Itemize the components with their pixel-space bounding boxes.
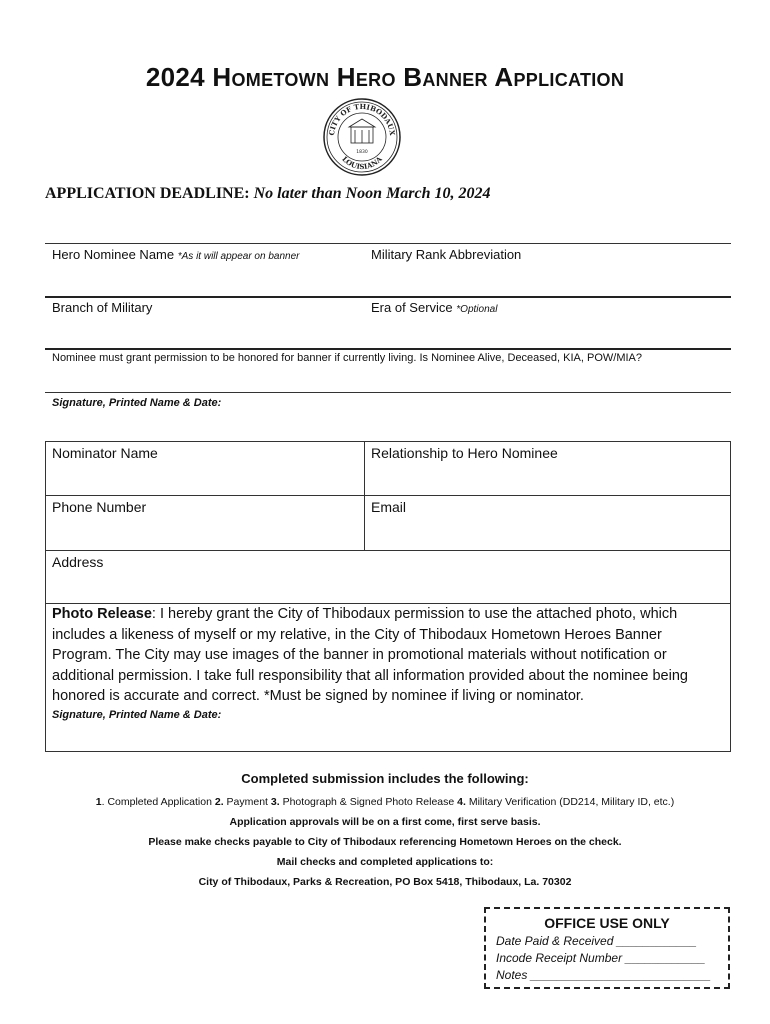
divider — [45, 495, 731, 496]
relationship-label: Relationship to Hero Nominee — [371, 445, 558, 461]
hero-nominee-name-note: *As it will appear on banner — [177, 251, 300, 262]
email-field[interactable] — [364, 497, 413, 517]
military-rank-label: Military Rank Abbreviation — [371, 247, 522, 262]
divider — [45, 243, 731, 244]
nominee-status-field[interactable]: Nominee must grant permission to be honored for banner if currently living. Is Nominee Alive, Deceased, KIA, POW/MIA? — [52, 352, 642, 364]
relationship-field[interactable] — [364, 443, 565, 463]
era-of-service-label: Era of Service — [371, 300, 453, 315]
item-text: Photograph & Signed Photo Release — [279, 796, 458, 808]
svg-text:1830: 1830 — [356, 150, 368, 155]
divider — [45, 392, 731, 393]
branch-of-military-label: Branch of Military — [52, 300, 153, 315]
office-use-heading: OFFICE USE ONLY — [544, 915, 670, 931]
receipt-number-field[interactable]: Incode Receipt Number ____________ — [496, 951, 706, 965]
military-rank-field[interactable] — [371, 247, 521, 262]
item-text: . Completed Application — [101, 796, 215, 808]
divider — [45, 296, 731, 298]
hero-nominee-name-field[interactable] — [52, 247, 299, 262]
phone-number-label: Phone Number — [52, 499, 147, 515]
approvals-note: Application approvals will be on a first come, first serve basis. — [229, 816, 541, 828]
era-of-service-field[interactable] — [371, 300, 497, 315]
city-seal-logo — [322, 97, 402, 177]
deadline-label: APPLICATION DEADLINE: — [45, 185, 250, 202]
submission-items — [0, 796, 770, 808]
submission-heading: Completed submission includes the following: — [241, 771, 529, 786]
phone-number-field[interactable] — [45, 497, 153, 517]
divider — [45, 348, 731, 350]
item-text: Payment — [223, 796, 271, 808]
branch-of-military-field[interactable] — [52, 300, 152, 315]
mailing-address: City of Thibodaux, Parks & Recreation, PO Box 5418, Thibodaux, La. 70302 — [198, 876, 572, 888]
nominator-name-field[interactable] — [45, 443, 165, 463]
photo-release-signature-field[interactable]: Signature, Printed Name & Date: — [52, 709, 222, 721]
nominee-signature-field[interactable]: Signature, Printed Name & Date: — [52, 397, 222, 409]
era-of-service-note: *Optional — [456, 304, 498, 315]
address-field[interactable] — [45, 552, 110, 572]
photo-release-text — [52, 604, 724, 707]
application-deadline — [45, 185, 491, 203]
page-title: 2024 Hometown Hero Banner Application — [145, 62, 625, 92]
email-label: Email — [371, 499, 407, 515]
divider — [45, 550, 731, 551]
office-use-box — [484, 907, 730, 989]
hero-nominee-name-label: Hero Nominee Name — [52, 247, 175, 262]
address-label: Address — [52, 554, 104, 570]
item-number: 3. — [270, 796, 280, 808]
photo-release-body: : I hereby grant the City of Thibodaux permission to use the attached photo, which includes a likeness of myself or my relative, in the City of Thibodaux Hometown Heroes Banner Program. The City may use images of the banner in promotional materials without notification or additional permission. I take full responsibility that all information provided about the nominee being honored is accurate and correct. *Must be signed by nominee if living or nominator. — [52, 606, 688, 704]
date-paid-field[interactable]: Date Paid & Received ____________ — [496, 934, 697, 948]
mail-note: Mail checks and completed applications to: — [276, 856, 494, 868]
photo-release-heading: Photo Release — [52, 606, 152, 622]
svg-text:LOUISIANA: LOUISIANA — [340, 154, 384, 172]
item-number: 4. — [457, 796, 466, 808]
notes-field[interactable]: Notes ___________________________ — [496, 968, 711, 982]
deadline-value: No later than Noon March 10, 2024 — [253, 185, 491, 202]
item-number: 2. — [214, 796, 224, 808]
nominator-name-label: Nominator Name — [52, 445, 158, 461]
checks-note: Please make checks payable to City of Thibodaux referencing Hometown Heroes on the check. — [148, 836, 622, 848]
item-number: 1 — [95, 796, 102, 808]
svg-text:CITY OF THIBODAUX: CITY OF THIBODAUX — [326, 101, 398, 137]
item-text: Military Verification (DD214, Military ID, etc.) — [465, 796, 675, 808]
